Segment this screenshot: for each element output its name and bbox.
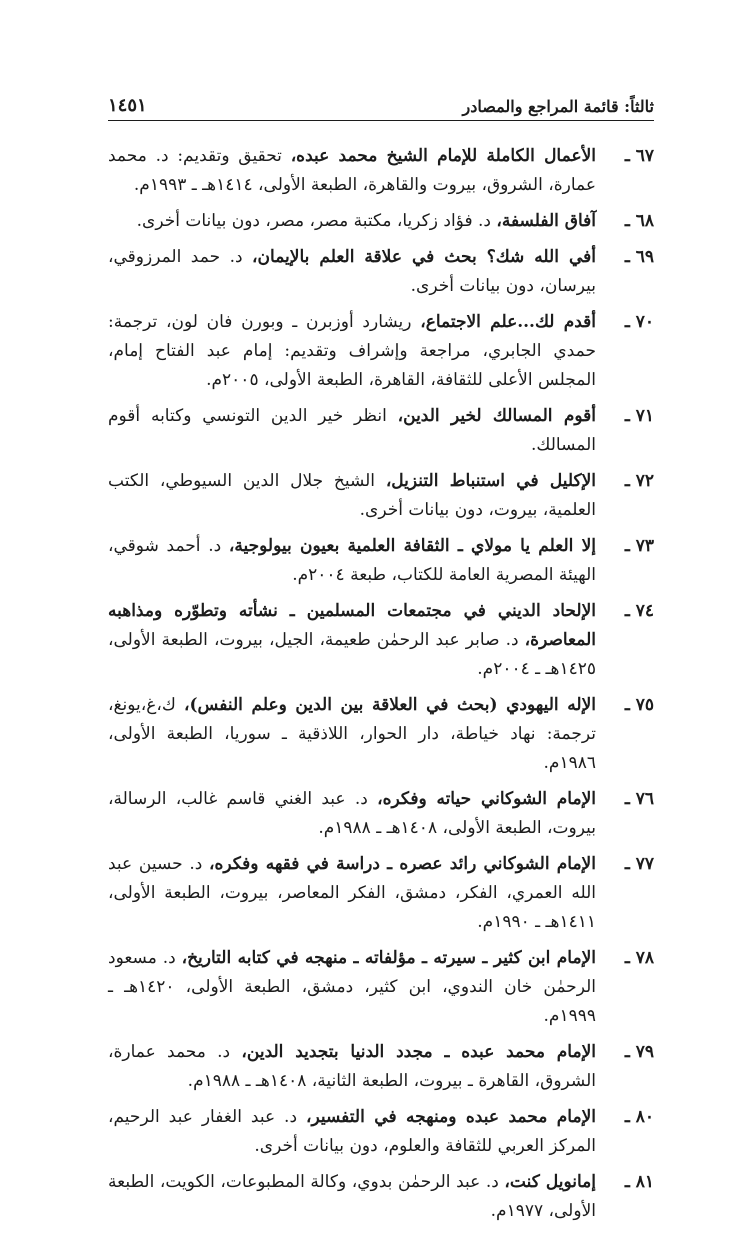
bibliography-entry [108, 243, 654, 301]
bibliography-entry [108, 142, 654, 200]
bibliography-entry [108, 691, 654, 778]
bibliography-entry [108, 402, 654, 460]
entry-title: أفي الله شك؟ بحث في علاقة العلم بالإيمان، [252, 247, 596, 267]
entry-title: أقدم لك...علم الاجتماع، [420, 312, 596, 332]
entry-number: ٧٨ ـ [624, 948, 654, 968]
entry-title: الإلحاد الديني في مجتمعات المسلمين ـ نشأته وتطوّره ومذاهبه المعاصرة، [108, 601, 596, 650]
entry-title: الإمام محمد عبده ـ مجدد الدنيا بتجديد الدين، [241, 1042, 596, 1062]
entry-number: ٧٥ ـ [624, 695, 654, 715]
entry-number: ٧٧ ـ [624, 854, 654, 874]
entry-title: آفاق الفلسفة، [496, 211, 596, 231]
entry-text [108, 308, 596, 395]
entry-details: د. عبد الغفار عبد الرحيم، المركز العربي للثقافة والعلوم، دون بيانات أخرى. [108, 1107, 596, 1156]
entry-details: ريشارد أوزبرن ـ وبورن فان لون، ترجمة: حمدي الجابري، مراجعة وإشراف وتقديم: إمام عبد الفتاح إمام، المجلس الأعلى للثقافة، القاهرة، الطبعة الأولى، ٢٠٠٥م. [108, 312, 596, 390]
entry-title: إمانويل كنت، [504, 1172, 597, 1192]
entry-details: د. حمد المرزوقي، بيرسان، دون بيانات أخرى. [108, 247, 596, 296]
entry-title: إلا العلم يا مولاي ـ الثقافة العلمية بعيون بيولوجية، [228, 536, 596, 556]
entry-text [108, 207, 596, 236]
bibliography-entry [108, 944, 654, 1031]
entry-number: ٧٢ ـ [624, 471, 654, 491]
bibliography-entry [108, 850, 654, 937]
entry-title: الإمام الشوكاني حياته وفكره، [377, 789, 597, 809]
page-header [108, 86, 654, 121]
entry-details: انظر خير الدين التونسي وكتابه أقوم المسالك. [108, 406, 596, 455]
bibliography-list [108, 142, 654, 1233]
entry-details: ك،غ،يونغ، ترجمة: نهاد خياطة، دار الحوار، اللاذقية ـ سوريا، الطبعة الأولى، ١٩٨٦م. [108, 695, 596, 773]
entry-text [108, 532, 596, 590]
entry-details: الشيخ جلال الدين السيوطي، الكتب العلمية، بيروت، دون بيانات أخرى. [108, 471, 596, 520]
entry-title: أقوم المسالك لخير الدين، [397, 406, 596, 426]
entry-text [108, 1038, 596, 1096]
entry-title: الإمام الشوكاني رائد عصره ـ دراسة في فقهه وفكره، [209, 854, 596, 874]
entry-text [108, 142, 596, 200]
bibliography-entry [108, 785, 654, 843]
entry-details: د. صابر عبد الرحمٰن طعيمة، الجيل، بيروت، الطبعة الأولى، ١٤٢٥هـ ـ ٢٠٠٤م. [108, 630, 596, 679]
bibliography-entry [108, 597, 654, 684]
entry-number: ٧٣ ـ [624, 536, 654, 556]
entry-details: د. أحمد شوقي، الهيئة المصرية العامة للكتاب، طبعة ٢٠٠٤م. [108, 536, 596, 585]
entry-text [108, 1103, 596, 1161]
entry-text [108, 944, 596, 1031]
entry-details: د. عبد الرحمٰن بدوي، وكالة المطبوعات، الكويت، الطبعة الأولى، ١٩٧٧م. [108, 1172, 596, 1221]
entry-number: ٦٨ ـ [624, 211, 654, 231]
entry-text [108, 243, 596, 301]
entry-details: د. محمد عمارة، الشروق، القاهرة ـ بيروت، الطبعة الثانية، ١٤٠٨هـ ـ ١٩٨٨م. [108, 1042, 596, 1091]
entry-number: ٨٠ ـ [624, 1107, 654, 1127]
entry-details: د. فؤاد زكريا، مكتبة مصر، مصر، دون بيانات أخرى. [136, 211, 497, 231]
entry-number: ٧٦ ـ [624, 789, 654, 809]
entry-number: ٦٩ ـ [624, 247, 654, 267]
entry-title: الإله اليهودي (بحث في العلاقة بين الدين وعلم النفس)، [184, 695, 596, 715]
entry-title: الأعمال الكاملة للإمام الشيخ محمد عبده، [290, 146, 597, 166]
bibliography-entry [108, 1168, 654, 1226]
entry-details: د. حسين عبد الله العمري، الفكر، دمشق، الفكر المعاصر، بيروت، الطبعة الأولى، ١٤١١هـ ـ ١٩٩٠م. [108, 854, 596, 932]
entry-text [108, 850, 596, 937]
bibliography-entry [108, 1103, 654, 1161]
bibliography-entry [108, 207, 654, 236]
entry-title: الإمام محمد عبده ومنهجه في التفسير، [306, 1107, 597, 1127]
entry-number: ٧٩ ـ [624, 1042, 654, 1062]
bibliography-entry [108, 1038, 654, 1096]
entry-text [108, 402, 596, 460]
entry-details: د. عبد الغني قاسم غالب، الرسالة، بيروت، الطبعة الأولى، ١٤٠٨هـ ـ ١٩٨٨م. [108, 789, 596, 838]
entry-number: ٧٤ ـ [624, 601, 654, 621]
running-title: ثالثاً: قائمة المراجع والمصادر [462, 97, 654, 116]
bibliography-entry [108, 467, 654, 525]
entry-title: الإكليل في استنباط التنزيل، [385, 471, 596, 491]
entry-text [108, 785, 596, 843]
entry-details: تحقيق وتقديم: د. محمد عمارة، الشروق، بيروت والقاهرة، الطبعة الأولى، ١٤١٤هـ ـ ١٩٩٣م. [108, 146, 596, 195]
bibliography-entry [108, 532, 654, 590]
entry-text [108, 1168, 596, 1226]
entry-details: د. مسعود الرحمٰن خان الندوي، ابن كثير، دمشق، الطبعة الأولى، ١٤٢٠هـ ـ ١٩٩٩م. [108, 948, 596, 1026]
entry-text [108, 597, 596, 684]
entry-title: الإمام ابن كثير ـ سيرته ـ مؤلفاته ـ منهجه في كتابه التاريخ، [181, 948, 597, 968]
entry-text [108, 467, 596, 525]
entry-number: ٨١ ـ [624, 1172, 654, 1192]
bibliography-entry [108, 308, 654, 395]
entry-number: ٧١ ـ [624, 406, 654, 426]
entry-text [108, 691, 596, 778]
entry-number: ٧٠ ـ [624, 312, 654, 332]
entry-number: ٦٧ ـ [624, 146, 654, 166]
page-number: ١٤٥١ [108, 95, 147, 116]
